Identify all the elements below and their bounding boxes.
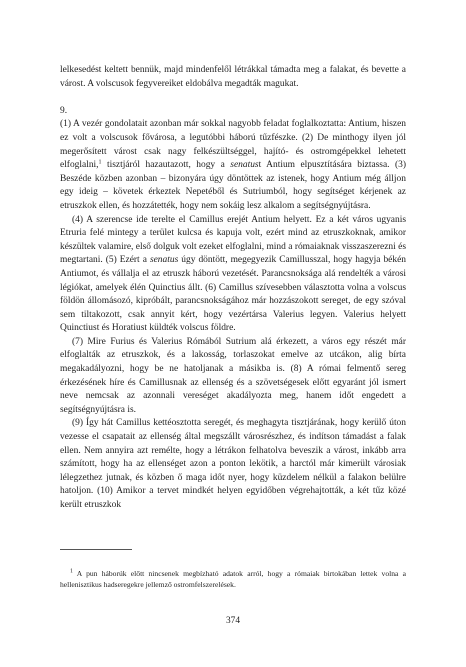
p1-text-b: tisztjáról hazautazott, hogy a [101, 160, 231, 171]
footnote-text: A pun háborúk előtt nincsenek megbízható adatok arról, hogy a rómaiak birtokában lettek volna a hellenisztikus hadseregekre jellemző ostromfelszerelések. [60, 568, 406, 589]
p2-italic-term: senatus [149, 255, 179, 266]
paragraph-1 [60, 118, 406, 213]
chapter-number: 9. [60, 105, 68, 116]
footnote-rule [60, 549, 132, 550]
page-number: 374 [225, 616, 241, 626]
p1-italic-term: senatus [230, 160, 259, 171]
paragraph-2 [60, 214, 406, 336]
footnote-reference: 1 [98, 159, 102, 166]
paragraph-3: (7) Mire Furius és Valerius Rómából Sutrium alá érkezett, a város egy részét már elfoglalták az etruszkok, és a lakosság, torlaszokat emelve az utcákon, alig bírta megakadályozni, hogy be ne hatoljanak a másikba is. (8) A római felmentő sereg érkezésének híre és Camillusnak az ellenség és a szövetségesek előtt egyaránt jól ismert neve nemcsak az azonnali vereséget akadályozta meg, hanem időt engedett a segítségnyújtásra is. [60, 336, 406, 415]
paragraph-4: (9) Így hát Camillus kettéosztotta seregét, és meghagyta tisztjárának, hogy kerülő úton vezesse el csapatait az ellenség által megszállt városrészhez, és indítson támadást a falak ellen. Nem annyira azt remélte, hogy a létrákon felhatolva beveszik a várost, inkább arra számított, hogy ha az ellenséget azon a ponton lekötik, a harctól már kimerült városiak lélegzethez jutnak, és közben ő maga időt nyer, hogy küzdelem nélkül a falakon belülre hatoljon. (10) Amikor a tervet mindkét helyen egyidőben végrehajtották, a két tűz közé került etruszkok [60, 418, 406, 510]
p2-text-b: úgy döntött, megegyezik Camillusszal, hogy hagyja békén Antiumot, és vállalja el az etruszk háború vezetését. Parancsnoksága alá rendelték a városi légiókat, amelyek élén Quinctius állt. (6) Camillus szívesebben választotta volna a volscus földön állomásozó, kipróbált, parancsnokságához már hozzászokott sereget, de egy szóval sem tiltakozott, csak annyit kért, hogy vezértársa Valerius legyen. Valerius helyett Quinctiust és Horatiust küldték volscus földre. [60, 255, 406, 334]
footnote [60, 568, 406, 590]
paragraph-gap [60, 91, 406, 105]
p1-text-a: (1) A vezér gondolatait azonban már sokkal nagyobb feladat foglalkoztatta: Antium, hiszen ez volt a volscusok fővárosa, a legutóbbi háború tűzfészke. (2) De minthogy ilyen jól megerősített várost csak nagy felkészültséggel, hajító- és ostromgépekkel lehetett elfoglalni, [60, 119, 406, 171]
p2-text-a: (4) A szerencse ide terelte el Camillus erejét Antium helyett. Ez a két város ugyanis Etruria felé mintegy a terület kulcsa és kapuja volt, ezért mind az etruszkoknak, amikor készültek valamire, első dolguk volt ezeket elfoglalni, mind a rómaiaknak visszaszerezni és megtartani. (5) Ezért a [60, 214, 406, 266]
body-text [60, 64, 406, 513]
footnote-marker: 1 [70, 568, 73, 574]
p1-text-c: t Antium elpusztítására biztassa. (3) Beszéde közben azonban – bizonyára úgy döntöttek az istenek, hogy Antium még álljon egy ideig – követek érkeztek Nepetéből és Sutriumból, hogy segítséget kérjenek az etruszkok ellen, és hozzátették, hogy nem sokáig lesz alkalom a segítségnyújtásra. [60, 160, 406, 211]
intro-paragraph: lelkesedést keltett bennük, majd mindenfelől létrákkal támadta meg a falakat, és bevette a várost. A volscusok fegyvereiket eldobálva megadták magukat. [60, 65, 406, 89]
